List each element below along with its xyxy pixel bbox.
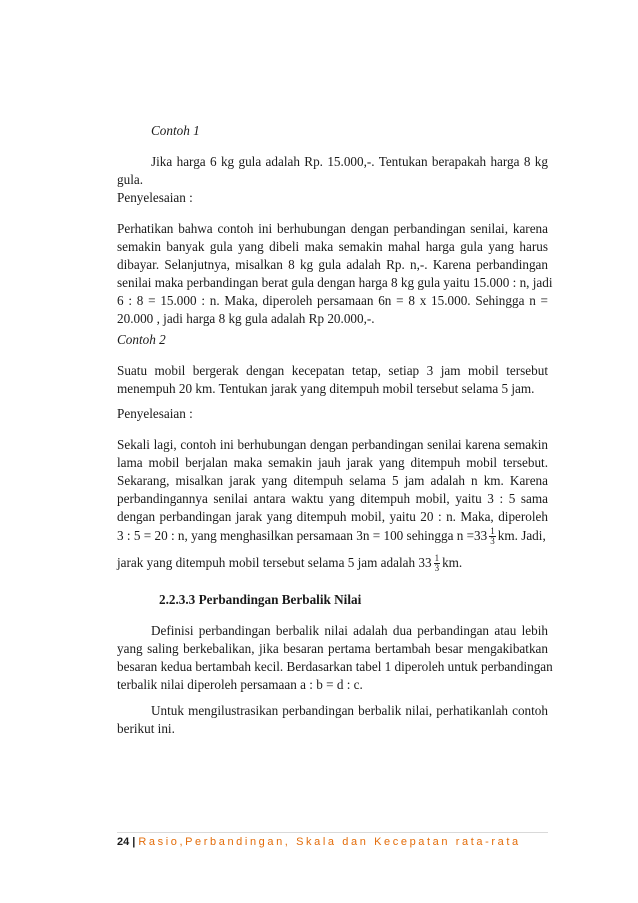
footer-separator: | (132, 836, 136, 848)
penyelesaian2-line-5: dengan perbandingan jarak yang ditempuh mobil, yaitu 20 : n. Maka, diperoleh (117, 509, 548, 524)
penyelesaian2-line-4: perbandingannya senilai antara waktu yang ditempuh mobil, yaitu 3 : 5 sama (117, 491, 548, 506)
fraction-one-third (489, 527, 496, 546)
penyelesaian2-line-3: Sekarang, misalkan jarak yang ditempuh selama 5 jam adalah n km. Karena (117, 473, 548, 488)
fraction-one-third (434, 554, 441, 573)
fraction-denominator: 3 (434, 563, 440, 574)
penyelesaian1-line-4: senilai maka perbandingan berat gula dengan harga 8 kg gula yaitu 15.000 : n, jadi (117, 275, 553, 290)
definition-line-2: yang saling berkebalikan, jika besaran pertama bertambah besar mengakibatkan (117, 641, 548, 656)
contoh1-heading: Contoh 1 (151, 123, 200, 138)
contoh1-line-2: gula. (117, 172, 144, 187)
penyelesaian1-line-3: dibayar. Selanjutnya, misalkan 8 kg gula adalah Rp. n,-. Karena perbandingan (117, 257, 548, 272)
contoh2-heading: Contoh 2 (117, 332, 166, 347)
footer-divider (117, 832, 548, 833)
definition-line-3: besaran kedua bertambah kecil. Berdasarkan tabel 1 diperoleh untuk perbandingan (117, 659, 553, 674)
penyelesaian1-line-6: 20.000 , jadi harga 8 kg gula adalah Rp 20.000,-. (117, 311, 375, 326)
illustration-line-1: Untuk mengilustrasikan perbandingan berbalik nilai, perhatikanlah contoh (151, 703, 548, 718)
penyelesaian2-line-6 (117, 524, 548, 548)
page-footer (117, 835, 548, 849)
equation-unit: km. Jadi, (497, 528, 546, 543)
answer-text: jarak yang ditempuh mobil tersebut selama 5 jam adalah 33 (117, 555, 432, 570)
contoh1-line-1: Jika harga 6 kg gula adalah Rp. 15.000,-. Tentukan berapakah harga 8 kg (151, 154, 548, 169)
fraction-numerator: 1 (490, 526, 495, 537)
illustration-line-2: berikut ini. (117, 721, 175, 736)
penyelesaian2-line-7 (117, 551, 548, 575)
section-heading: 2.2.3.3 Perbandingan Berbalik Nilai (159, 592, 362, 607)
penyelesaian1-line-2: semakin banyak gula yang dibeli maka semakin mahal harga gula yang harus (117, 239, 548, 254)
fraction-numerator: 1 (434, 553, 440, 564)
penyelesaian2-line-2: lama mobil berjalan maka semakin jauh jarak yang ditempuh mobil tersebut. (117, 455, 548, 470)
definition-line-4: terbalik nilai diperoleh persamaan a : b = d : c. (117, 677, 363, 692)
penyelesaian2-line-1: Sekali lagi, contoh ini berhubungan dengan perbandingan senilai karena semakin (117, 437, 548, 452)
contoh2-line-2: menempuh 20 km. Tentukan jarak yang ditempuh mobil tersebut selama 5 jam. (117, 381, 535, 396)
footer-book-title: Rasio,Perbandingan, Skala dan Kecepatan rata-rata (138, 836, 521, 848)
contoh2-line-1: Suatu mobil bergerak dengan kecepatan tetap, setiap 3 jam mobil tersebut (117, 363, 548, 378)
penyelesaian2-label: Penyelesaian : (117, 406, 193, 421)
penyelesaian1-line-5: 6 : 8 = 15.000 : n. Maka, diperoleh persamaan 6n = 8 x 15.000. Sehingga n = (117, 293, 548, 308)
answer-unit: km. (442, 555, 463, 570)
definition-line-1: Definisi perbandingan berbalik nilai adalah dua perbandingan atau lebih (151, 623, 548, 638)
equation-text: 3 : 5 = 20 : n, yang menghasilkan persamaan 3n = 100 sehingga n =33 (117, 528, 488, 543)
penyelesaian1-line-1: Perhatikan bahwa contoh ini berhubungan dengan perbandingan senilai, karena (117, 221, 548, 236)
page-number: 24 (117, 836, 130, 848)
penyelesaian1-label: Penyelesaian : (117, 190, 193, 205)
fraction-denominator: 3 (490, 536, 495, 547)
